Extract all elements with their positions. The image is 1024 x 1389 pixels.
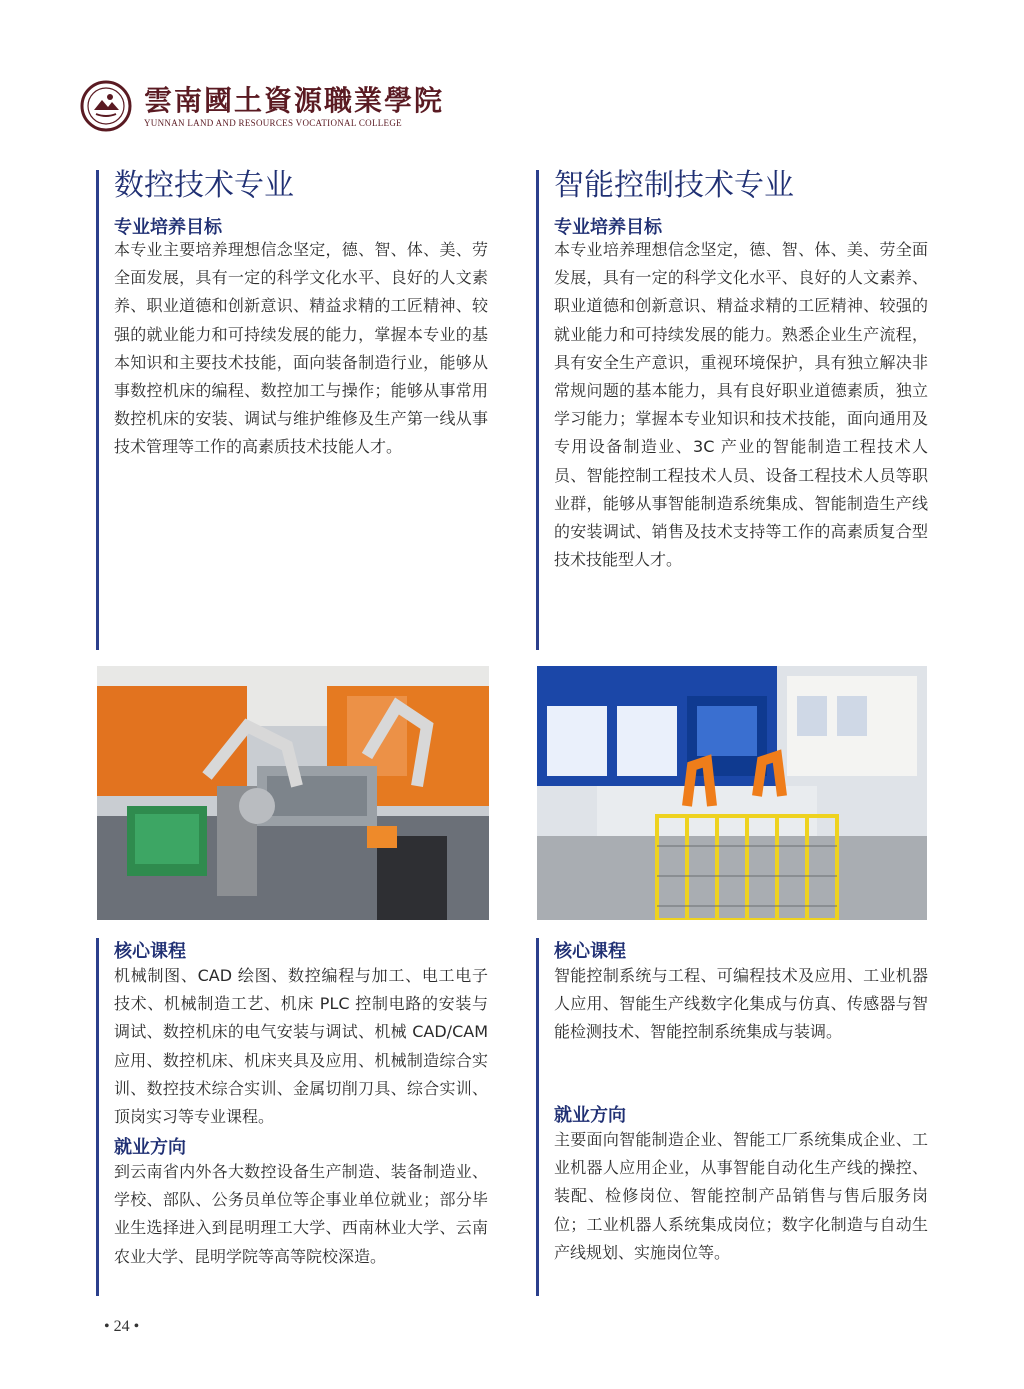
college-header [80,78,444,134]
college-seal-icon [80,80,132,132]
left-major-title: 数控技术专业 [114,168,294,203]
right-job-text: 主要面向智能制造企业、智能工厂系统集成企业、工业机器人应用企业，从事智能自动化生产线的操控、装配、检修岗位、智能控制产品销售与售后服务岗位；工业机器人系统集成岗位；数字化制造与自动生产线规划、实施岗位等。 [554,1130,928,1262]
left-job-heading: 就业方向 [114,1137,186,1158]
page-number: • 24 • [104,1318,140,1335]
left-bottom-divider [96,938,99,1296]
right-major-title: 智能控制技术专业 [554,168,794,203]
left-course-heading: 核心课程 [114,941,186,962]
left-job-text: 到云南省内外各大数控设备生产制造、装备制造业、学校、部队、公务员单位等企事业单位就业；部分毕业生选择进入到昆明理工大学、西南林业大学、云南农业大学、昆明学院等高等院校深造。 [114,1162,488,1266]
college-name-en: YUNNAN LAND AND RESOURCES VOCATIONAL COLLEGE [144,117,402,128]
intelligent-control-lab-photo [537,666,927,920]
right-course-text: 智能控制系统与工程、可编程技术及应用、工业机器人应用、智能生产线数字化集成与仿真、传感器与智能检测技术、智能控制系统集成与装调。 [554,966,928,1042]
left-course-text: 机械制图、CAD 绘图、数控编程与加工、电工电子技术、机械制造工艺、机床 PLC 控制电路的安装与调试、数控机床的电气安装与调试、机械 CAD/CAM 应用、数控机床、机床夹具及应用、机械制造综合实训、数控技术综合实训、金属切削刀具、综合实训、顶岗实习等专业课程。 [114,966,488,1127]
right-job-heading: 就业方向 [554,1105,626,1126]
left-top-divider [96,170,99,650]
right-bottom-divider [536,938,539,1296]
right-goal-text: 本专业培养理想信念坚定，德、智、体、美、劳全面发展，具有一定的科学文化水平、良好的人文素养、职业道德和创新意识、精益求精的工匠精神、较强的就业能力和可持续发展的能力。熟悉企业生产流程，具有安全生产意识，重视环境保护，具有独立解决非常规问题的基本能力，具有良好职业道德素质，独立学习能力；掌握本专业知识和技术技能，面向通用及专用设备制造业、3C 产业的智能制造工程技术人员、智能控制工程技术人员、设备工程技术人员等职业群，能够从事智能制造系统集成、智能制造生产线的安装调试、销售及技术支持等工作的高素质复合型技术技能型人才。 [554,240,928,570]
college-name-cn: 雲南國土資源職業學院 [144,83,445,117]
cnc-workshop-photo [97,666,489,920]
right-top-divider [536,170,539,650]
left-goal-text: 本专业主要培养理想信念坚定，德、智、体、美、劳全面发展，具有一定的科学文化水平、良好的人文素养、职业道德和创新意识、精益求精的工匠精神、较强的就业能力和可持续发展的能力，掌握本专业的基本知识和主要技术技能，面向装备制造行业，能够从事数控机床的编程、数控加工与操作；能够从事常用数控机床的安装、调试与维护维修及生产第一线从事技术管理等工作的高素质技术技能人才。 [114,240,488,457]
right-course-heading: 核心课程 [554,941,626,962]
left-goal-heading: 专业培养目标 [114,217,222,238]
right-goal-heading: 专业培养目标 [554,217,662,238]
